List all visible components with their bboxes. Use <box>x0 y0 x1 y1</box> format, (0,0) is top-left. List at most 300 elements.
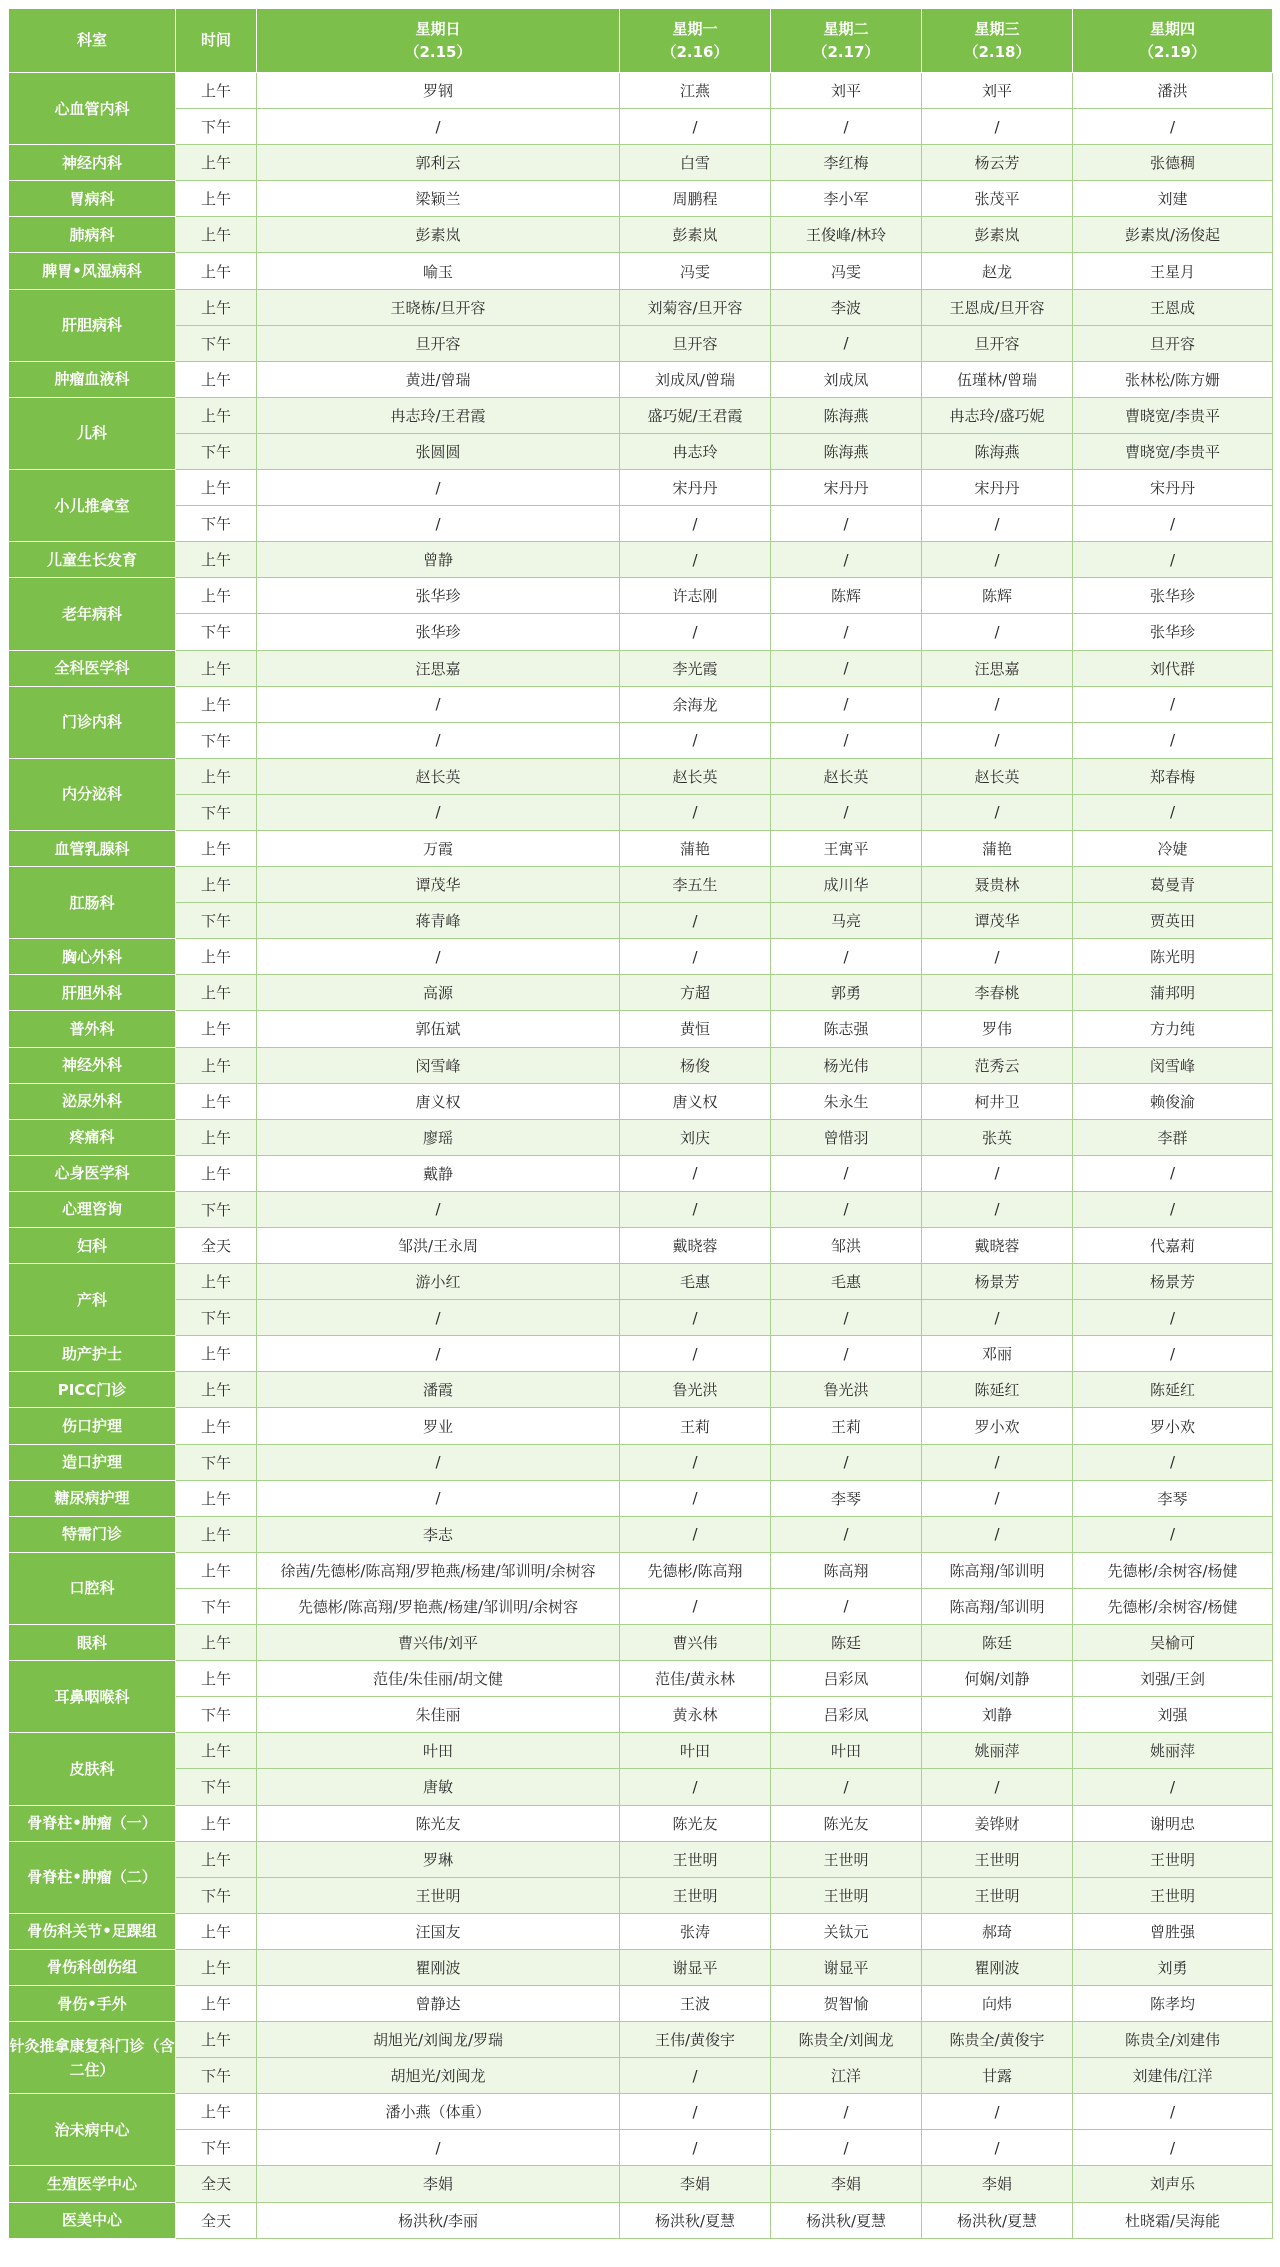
session-time: 下午 <box>176 1191 257 1227</box>
doctor-cell: / <box>1073 542 1273 578</box>
doctor-cell: 吕彩凤 <box>771 1661 922 1697</box>
doctor-cell: / <box>1073 2130 1273 2166</box>
doctor-cell: / <box>620 1480 771 1516</box>
doctor-cell: 杨光伟 <box>771 1047 922 1083</box>
doctor-cell: 贾英田 <box>1073 903 1273 939</box>
doctor-cell: / <box>1073 722 1273 758</box>
doctor-cell: / <box>1073 1300 1273 1336</box>
doctor-cell: 聂贵林 <box>922 867 1073 903</box>
doctor-cell: 方力纯 <box>1073 1011 1273 1047</box>
doctor-cell: 戴晓蓉 <box>922 1228 1073 1264</box>
department-name: 骨脊柱•肿瘤（一） <box>9 1805 176 1841</box>
doctor-cell: 潘霞 <box>257 1372 620 1408</box>
doctor-cell: 徐茜/先德彬/陈高翔/罗艳燕/杨建/邹训明/余树容 <box>257 1552 620 1588</box>
doctor-cell: 陈高翔 <box>771 1552 922 1588</box>
session-time: 上午 <box>176 1985 257 2021</box>
doctor-cell: 王伟/黄俊宇 <box>620 2022 771 2058</box>
doctor-cell: 关钛元 <box>771 1913 922 1949</box>
department-name: 骨伤科创伤组 <box>9 1949 176 1985</box>
doctor-cell: 张华珍 <box>1073 578 1273 614</box>
doctor-cell: 向炜 <box>922 1985 1073 2021</box>
department-name: 耳鼻咽喉科 <box>9 1661 176 1733</box>
session-time: 下午 <box>176 433 257 469</box>
department-name: 骨伤•手外 <box>9 1985 176 2021</box>
doctor-cell: 陈廷 <box>771 1625 922 1661</box>
session-time: 上午 <box>176 181 257 217</box>
doctor-cell: 谭茂华 <box>922 903 1073 939</box>
department-name: 普外科 <box>9 1011 176 1047</box>
doctor-cell: 王波 <box>620 1985 771 2021</box>
doctor-cell: 江洋 <box>771 2058 922 2094</box>
session-time: 上午 <box>176 470 257 506</box>
doctor-cell: 彭素岚 <box>257 217 620 253</box>
doctor-cell: / <box>620 1769 771 1805</box>
doctor-cell: 刘平 <box>922 73 1073 109</box>
doctor-cell: 刘成凤 <box>771 361 922 397</box>
doctor-cell: 刘勇 <box>1073 1949 1273 1985</box>
session-time: 全天 <box>176 1228 257 1264</box>
doctor-cell: 王世明 <box>1073 1841 1273 1877</box>
doctor-cell: 陈光友 <box>257 1805 620 1841</box>
session-time: 上午 <box>176 1913 257 1949</box>
doctor-cell: 姜铧财 <box>922 1805 1073 1841</box>
doctor-cell: 旦开容 <box>1073 325 1273 361</box>
doctor-cell: 邓丽 <box>922 1336 1073 1372</box>
doctor-cell: 冷婕 <box>1073 830 1273 866</box>
doctor-cell: / <box>257 470 620 506</box>
session-time: 下午 <box>176 1769 257 1805</box>
doctor-cell: 潘洪 <box>1073 73 1273 109</box>
department-name: 神经内科 <box>9 145 176 181</box>
doctor-cell: / <box>771 1336 922 1372</box>
doctor-cell: / <box>620 903 771 939</box>
session-time: 上午 <box>176 686 257 722</box>
doctor-cell: 李群 <box>1073 1119 1273 1155</box>
doctor-cell: 刘声乐 <box>1073 2166 1273 2202</box>
table-row <box>9 1191 1273 1227</box>
doctor-cell: 张圆圆 <box>257 433 620 469</box>
session-time: 上午 <box>176 1480 257 1516</box>
doctor-cell: 鲁光洪 <box>620 1372 771 1408</box>
doctor-cell: 蒲艳 <box>922 830 1073 866</box>
doctor-cell: 叶田 <box>620 1733 771 1769</box>
doctor-cell: 谢明忠 <box>1073 1805 1273 1841</box>
doctor-cell: 冉志玲/盛巧妮 <box>922 397 1073 433</box>
doctor-cell: 陈辉 <box>922 578 1073 614</box>
doctor-cell: 姚丽萍 <box>1073 1733 1273 1769</box>
doctor-cell: 李娟 <box>922 2166 1073 2202</box>
doctor-cell: / <box>257 1336 620 1372</box>
doctor-cell: / <box>257 686 620 722</box>
session-time: 下午 <box>176 1588 257 1624</box>
table-row <box>9 1408 1273 1444</box>
doctor-cell: 刘强/王剑 <box>1073 1661 1273 1697</box>
doctor-cell: 郭勇 <box>771 975 922 1011</box>
doctor-cell: 王晓栋/旦开容 <box>257 289 620 325</box>
doctor-cell: 陈高翔/邹训明 <box>922 1552 1073 1588</box>
doctor-cell: 王莉 <box>771 1408 922 1444</box>
doctor-cell: 冉志玲/王君霞 <box>257 397 620 433</box>
department-name: 血管乳腺科 <box>9 830 176 866</box>
header-dept: 科室 <box>9 9 176 73</box>
doctor-cell: 曹晓宽/李贵平 <box>1073 433 1273 469</box>
doctor-cell: 王世明 <box>771 1877 922 1913</box>
department-name: 全科医学科 <box>9 650 176 686</box>
doctor-cell: 王莉 <box>620 1408 771 1444</box>
doctor-cell: / <box>922 542 1073 578</box>
doctor-cell: 余海龙 <box>620 686 771 722</box>
session-time: 下午 <box>176 1697 257 1733</box>
session-time: 上午 <box>176 145 257 181</box>
session-time: 下午 <box>176 903 257 939</box>
doctor-cell: 刘成凤/曾瑞 <box>620 361 771 397</box>
session-time: 上午 <box>176 217 257 253</box>
department-name: 内分泌科 <box>9 758 176 830</box>
table-row <box>9 1769 1273 1805</box>
doctor-cell: 刘建 <box>1073 181 1273 217</box>
weekday-date: （2.17） <box>812 42 880 61</box>
session-time: 上午 <box>176 1733 257 1769</box>
doctor-cell: 陈延红 <box>922 1372 1073 1408</box>
session-time: 下午 <box>176 1300 257 1336</box>
doctor-cell: 李琴 <box>771 1480 922 1516</box>
doctor-cell: / <box>257 1444 620 1480</box>
table-row <box>9 2166 1273 2202</box>
session-time: 上午 <box>176 939 257 975</box>
doctor-cell: / <box>257 109 620 145</box>
doctor-cell: 朱佳丽 <box>257 1697 620 1733</box>
department-name: 肺病科 <box>9 217 176 253</box>
doctor-cell: 杜晓霜/吴海能 <box>1073 2202 1273 2238</box>
doctor-cell: 潘小燕（体重） <box>257 2094 620 2130</box>
doctor-cell: 旦开容 <box>257 325 620 361</box>
session-time: 上午 <box>176 1516 257 1552</box>
header-day-wed <box>922 9 1073 73</box>
session-time: 上午 <box>176 289 257 325</box>
doctor-cell: 冉志玲 <box>620 433 771 469</box>
header-row <box>9 9 1273 73</box>
doctor-cell: 吕彩凤 <box>771 1697 922 1733</box>
doctor-cell: / <box>620 2094 771 2130</box>
table-row <box>9 758 1273 794</box>
doctor-cell: 范秀云 <box>922 1047 1073 1083</box>
doctor-cell: 郝琦 <box>922 1913 1073 1949</box>
doctor-cell: / <box>1073 109 1273 145</box>
doctor-cell: 杨俊 <box>620 1047 771 1083</box>
table-row <box>9 650 1273 686</box>
department-name: 肝胆病科 <box>9 289 176 361</box>
doctor-cell: 王星月 <box>1073 253 1273 289</box>
doctor-cell: 王寓平 <box>771 830 922 866</box>
doctor-cell: / <box>620 794 771 830</box>
session-time: 上午 <box>176 1625 257 1661</box>
doctor-cell: / <box>620 1300 771 1336</box>
doctor-cell: 李娟 <box>620 2166 771 2202</box>
doctor-cell: 刘平 <box>771 73 922 109</box>
department-name: 医美中心 <box>9 2202 176 2238</box>
table-row <box>9 614 1273 650</box>
table-row <box>9 470 1273 506</box>
department-name: 儿童生长发育 <box>9 542 176 578</box>
doctor-cell: / <box>771 1191 922 1227</box>
doctor-cell: / <box>922 686 1073 722</box>
schedule-page <box>8 8 1272 2239</box>
doctor-cell: 先德彬/陈高翔 <box>620 1552 771 1588</box>
doctor-cell: 叶田 <box>257 1733 620 1769</box>
doctor-cell: 曾静 <box>257 542 620 578</box>
doctor-cell: 蒲邦明 <box>1073 975 1273 1011</box>
doctor-cell: / <box>620 506 771 542</box>
doctor-cell: / <box>922 2130 1073 2166</box>
doctor-cell: / <box>771 939 922 975</box>
doctor-cell: 陈贵全/刘闽龙 <box>771 2022 922 2058</box>
session-time: 上午 <box>176 1011 257 1047</box>
doctor-cell: / <box>771 1155 922 1191</box>
session-time: 上午 <box>176 73 257 109</box>
session-time: 上午 <box>176 253 257 289</box>
doctor-cell: 姚丽萍 <box>922 1733 1073 1769</box>
doctor-cell: 成川华 <box>771 867 922 903</box>
doctor-cell: / <box>620 1336 771 1372</box>
weekday-name: 星期四 <box>1149 19 1195 38</box>
doctor-cell: 王世明 <box>257 1877 620 1913</box>
doctor-cell: 梁颖兰 <box>257 181 620 217</box>
doctor-cell: 赵长英 <box>620 758 771 794</box>
department-name: 神经外科 <box>9 1047 176 1083</box>
doctor-cell: 杨洪秋/夏慧 <box>620 2202 771 2238</box>
table-row <box>9 686 1273 722</box>
doctor-cell: 李光霞 <box>620 650 771 686</box>
doctor-cell: 毛惠 <box>620 1264 771 1300</box>
doctor-cell: / <box>620 1155 771 1191</box>
doctor-cell: 王恩成 <box>1073 289 1273 325</box>
doctor-cell: 李小军 <box>771 181 922 217</box>
header-day-thu <box>1073 9 1273 73</box>
table-row <box>9 903 1273 939</box>
session-time: 上午 <box>176 542 257 578</box>
doctor-cell: / <box>771 109 922 145</box>
department-name: PICC门诊 <box>9 1372 176 1408</box>
doctor-cell: 万霞 <box>257 830 620 866</box>
doctor-cell: 李波 <box>771 289 922 325</box>
doctor-cell: / <box>771 614 922 650</box>
doctor-cell: / <box>620 1516 771 1552</box>
weekday-name: 星期一 <box>672 19 718 38</box>
department-name: 肿瘤血液科 <box>9 361 176 397</box>
department-name: 儿科 <box>9 397 176 469</box>
session-time: 上午 <box>176 758 257 794</box>
department-name: 口腔科 <box>9 1552 176 1624</box>
doctor-cell: 马亮 <box>771 903 922 939</box>
session-time: 上午 <box>176 1841 257 1877</box>
doctor-cell: 李娟 <box>257 2166 620 2202</box>
doctor-cell: 张华珍 <box>257 614 620 650</box>
session-time: 上午 <box>176 830 257 866</box>
doctor-cell: 张华珍 <box>257 578 620 614</box>
table-row <box>9 73 1273 109</box>
doctor-cell: / <box>922 1480 1073 1516</box>
doctor-cell: 罗钢 <box>257 73 620 109</box>
doctor-cell: / <box>257 939 620 975</box>
schedule-table <box>8 8 1273 2239</box>
session-time: 上午 <box>176 1119 257 1155</box>
session-time: 上午 <box>176 1805 257 1841</box>
doctor-cell: 彭素岚/汤俊起 <box>1073 217 1273 253</box>
doctor-cell: 范佳/朱佳丽/胡文健 <box>257 1661 620 1697</box>
table-row <box>9 1011 1273 1047</box>
doctor-cell: 伍瑾林/曾瑞 <box>922 361 1073 397</box>
doctor-cell: 李春桃 <box>922 975 1073 1011</box>
doctor-cell: 刘菊容/旦开容 <box>620 289 771 325</box>
session-time: 上午 <box>176 1264 257 1300</box>
doctor-cell: 杨洪秋/夏慧 <box>922 2202 1073 2238</box>
table-row <box>9 1516 1273 1552</box>
doctor-cell: 罗伟 <box>922 1011 1073 1047</box>
doctor-cell: 游小红 <box>257 1264 620 1300</box>
doctor-cell: 蒲艳 <box>620 830 771 866</box>
weekday-date: （2.16） <box>661 42 729 61</box>
department-name: 生殖医学中心 <box>9 2166 176 2202</box>
doctor-cell: 唐敏 <box>257 1769 620 1805</box>
header-day-sun <box>257 9 620 73</box>
weekday-date: （2.15） <box>404 42 472 61</box>
doctor-cell: 杨景芳 <box>1073 1264 1273 1300</box>
doctor-cell: 王世明 <box>771 1841 922 1877</box>
doctor-cell: / <box>257 1191 620 1227</box>
doctor-cell: 陈延红 <box>1073 1372 1273 1408</box>
doctor-cell: / <box>257 1300 620 1336</box>
doctor-cell: 彭素岚 <box>620 217 771 253</box>
doctor-cell: 王世明 <box>922 1877 1073 1913</box>
doctor-cell: 宋丹丹 <box>771 470 922 506</box>
doctor-cell: 张德稠 <box>1073 145 1273 181</box>
doctor-cell: / <box>620 2130 771 2166</box>
doctor-cell: / <box>771 686 922 722</box>
doctor-cell: 先德彬/余树容/杨健 <box>1073 1552 1273 1588</box>
department-name: 眼科 <box>9 1625 176 1661</box>
session-time: 下午 <box>176 325 257 361</box>
doctor-cell: 赖俊渝 <box>1073 1083 1273 1119</box>
department-name: 心身医学科 <box>9 1155 176 1191</box>
session-time: 全天 <box>176 2202 257 2238</box>
doctor-cell: / <box>1073 1516 1273 1552</box>
weekday-name: 星期二 <box>823 19 869 38</box>
doctor-cell: 刘代群 <box>1073 650 1273 686</box>
table-row <box>9 397 1273 433</box>
session-time: 上午 <box>176 578 257 614</box>
session-time: 上午 <box>176 1552 257 1588</box>
doctor-cell: / <box>1073 2094 1273 2130</box>
doctor-cell: / <box>620 939 771 975</box>
doctor-cell: 王世明 <box>922 1841 1073 1877</box>
doctor-cell: / <box>1073 794 1273 830</box>
doctor-cell: / <box>922 1516 1073 1552</box>
table-row <box>9 1697 1273 1733</box>
department-name: 肝胆外科 <box>9 975 176 1011</box>
table-row <box>9 1841 1273 1877</box>
doctor-cell: 李琴 <box>1073 1480 1273 1516</box>
department-name: 胃病科 <box>9 181 176 217</box>
department-name: 脾胃•风湿病科 <box>9 253 176 289</box>
doctor-cell: 贺智愉 <box>771 1985 922 2021</box>
doctor-cell: 冯雯 <box>771 253 922 289</box>
doctor-cell: 汪国友 <box>257 1913 620 1949</box>
weekday-date: （2.19） <box>1138 42 1206 61</box>
table-row <box>9 1661 1273 1697</box>
doctor-cell: / <box>620 722 771 758</box>
doctor-cell: 郭利云 <box>257 145 620 181</box>
doctor-cell: 杨洪秋/李丽 <box>257 2202 620 2238</box>
doctor-cell: / <box>771 722 922 758</box>
session-time: 上午 <box>176 1408 257 1444</box>
header-day-tue <box>771 9 922 73</box>
department-name: 糖尿病护理 <box>9 1480 176 1516</box>
session-time: 上午 <box>176 1336 257 1372</box>
doctor-cell: 张英 <box>922 1119 1073 1155</box>
table-row <box>9 1877 1273 1913</box>
doctor-cell: 李娟 <box>771 2166 922 2202</box>
doctor-cell: / <box>922 1444 1073 1480</box>
doctor-cell: 黄永林 <box>620 1697 771 1733</box>
table-row <box>9 1985 1273 2021</box>
session-time: 下午 <box>176 2058 257 2094</box>
department-name: 疼痛科 <box>9 1119 176 1155</box>
doctor-cell: 张茂平 <box>922 181 1073 217</box>
doctor-cell: 冯雯 <box>620 253 771 289</box>
doctor-cell: 戴晓蓉 <box>620 1228 771 1264</box>
doctor-cell: / <box>922 2094 1073 2130</box>
table-row <box>9 1336 1273 1372</box>
doctor-cell: / <box>257 794 620 830</box>
doctor-cell: / <box>257 1480 620 1516</box>
doctor-cell: 廖瑶 <box>257 1119 620 1155</box>
doctor-cell: 宋丹丹 <box>620 470 771 506</box>
doctor-cell: 闵雪峰 <box>1073 1047 1273 1083</box>
department-name: 肛肠科 <box>9 867 176 939</box>
doctor-cell: 陈廷 <box>922 1625 1073 1661</box>
doctor-cell: / <box>922 1769 1073 1805</box>
doctor-cell: / <box>1073 506 1273 542</box>
doctor-cell: / <box>771 1444 922 1480</box>
doctor-cell: 李志 <box>257 1516 620 1552</box>
session-time: 上午 <box>176 1083 257 1119</box>
doctor-cell: 代嘉莉 <box>1073 1228 1273 1264</box>
session-time: 上午 <box>176 2022 257 2058</box>
department-name: 产科 <box>9 1264 176 1336</box>
doctor-cell: 宋丹丹 <box>1073 470 1273 506</box>
table-row <box>9 217 1273 253</box>
table-row <box>9 1155 1273 1191</box>
table-row <box>9 2130 1273 2166</box>
table-row <box>9 2202 1273 2238</box>
doctor-cell: 陈贵全/黄俊宇 <box>922 2022 1073 2058</box>
doctor-cell: 陈光友 <box>620 1805 771 1841</box>
doctor-cell: 郑春梅 <box>1073 758 1273 794</box>
header-time: 时间 <box>176 9 257 73</box>
doctor-cell: / <box>1073 1444 1273 1480</box>
doctor-cell: / <box>257 2130 620 2166</box>
session-time: 上午 <box>176 1949 257 1985</box>
doctor-cell: 邹洪 <box>771 1228 922 1264</box>
table-row <box>9 1300 1273 1336</box>
doctor-cell: 罗小欢 <box>1073 1408 1273 1444</box>
table-row <box>9 975 1273 1011</box>
doctor-cell: 谢显平 <box>620 1949 771 1985</box>
doctor-cell: 先德彬/陈高翔/罗艳燕/杨建/邹训明/余树容 <box>257 1588 620 1624</box>
doctor-cell: 汪思嘉 <box>922 650 1073 686</box>
department-name: 特需门诊 <box>9 1516 176 1552</box>
table-header <box>9 9 1273 73</box>
